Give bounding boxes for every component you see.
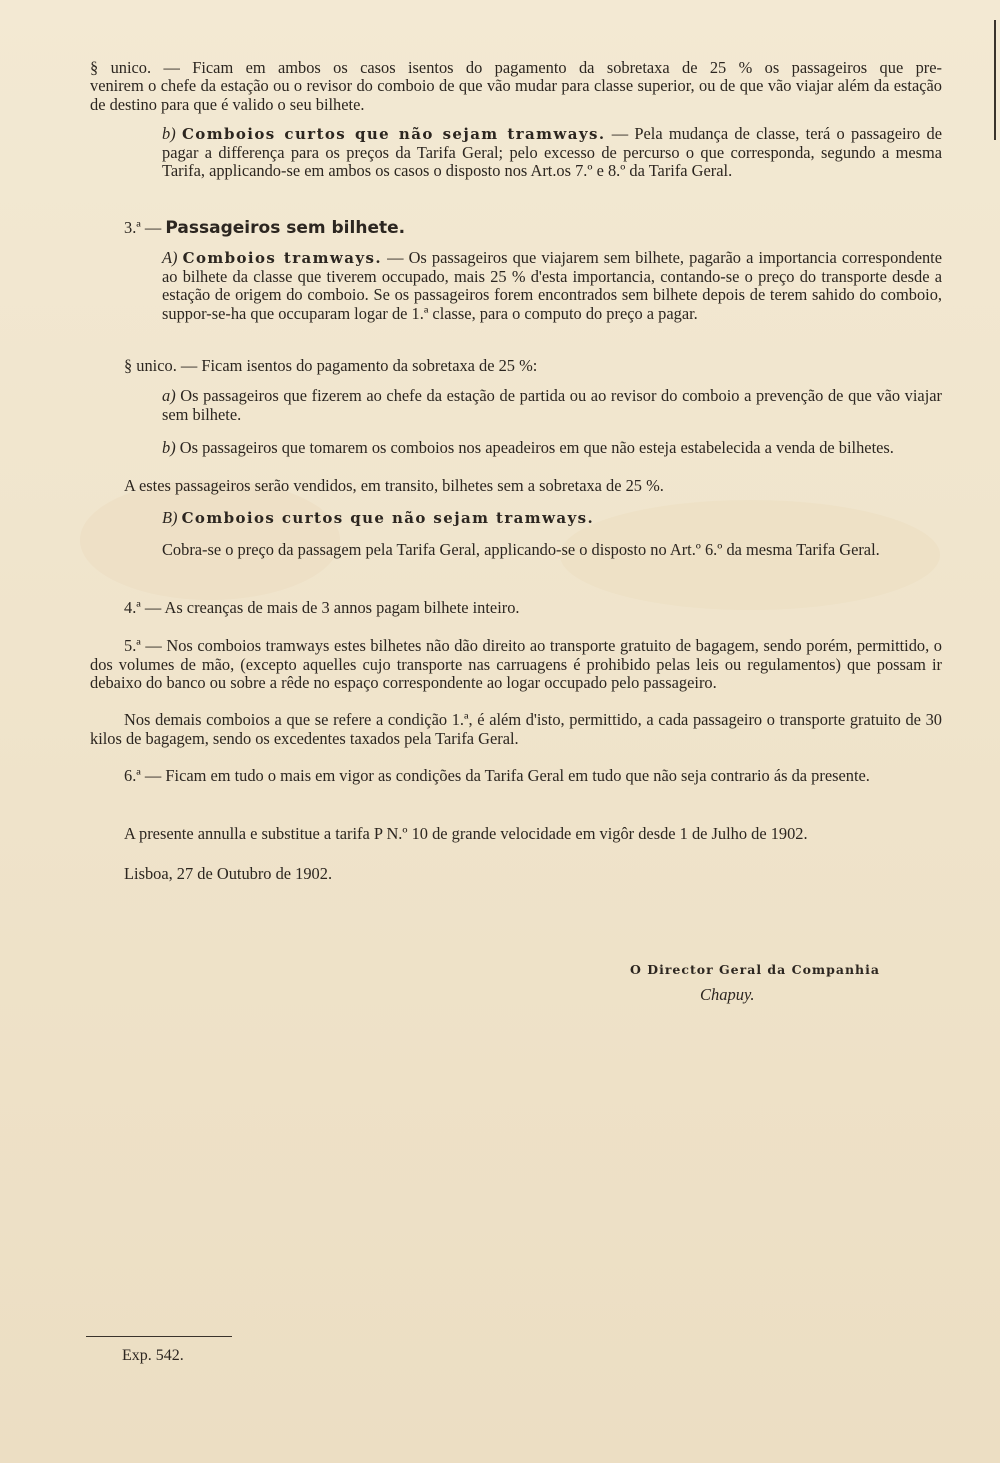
paragraph-A [162, 249, 942, 323]
paragraph-text: — Os passageiros que viajarem sem bilhete, pagarão a importancia correspondente ao bilhete da classe que tiverem occupado, mais 25 % d'esta importancia, contando-se o preço do transporte desde a estação de origem do comboio. Se os passageiros forem encontrados sem bilhete depois de terem sahido do comboio, suppor-se-ha que occuparam logar de 1.ª classe, para o computo do preço a pagar. [162, 248, 942, 323]
section-heading: Comboios curtos que não sejam tramways. [181, 125, 606, 143]
signature-name: Chapuy. [700, 985, 755, 1004]
footer-reference: Exp. 542. [122, 1347, 184, 1364]
paragraph-b2 [162, 439, 942, 458]
paragraph-text: — Pela mudança de classe, terá o passageiro de pagar a differença para os preços da Tarifa Geral; pelo excesso de percurso o que corresponda, segundo a mesma Tarifa, applicando-se em ambos os casos o disposto nos Art.os 7.º e 8.º da Tarifa Geral. [162, 124, 942, 181]
footer-rule [86, 1336, 232, 1337]
paragraph-sec-5: 5.ª — Nos comboios tramways estes bilhetes não dão direito ao transporte gratuito de bagagem, sendo porém, permittido, o dos volumes de mão, (excepto aquelles cujo transporte nas carruagens é prohibido pelas leis ou regulamentos) que possam ir debaixo do banco ou sobre a rêde no espaço correspondente ao logar occupado pelo passageiro. [90, 636, 942, 693]
item-label: b) [162, 124, 176, 143]
paragraph-a [162, 387, 942, 424]
item-label: A) [162, 248, 178, 267]
signature-title: O Director Geral da Companhia [629, 962, 880, 977]
paragraph-unico-1-first-line: § unico. — Ficam em ambos os casos isentos do pagamento da sobretaxa de 25 % os passageiros que pre- [90, 58, 942, 77]
section-heading: Comboios tramways. [182, 249, 382, 267]
paragraph-sec-6: 6.ª — Ficam em tudo o mais em vigor as condições da Tarifa Geral em tudo que não seja contrario ás da presente. [124, 766, 870, 785]
item-label: b) [162, 438, 176, 457]
paragraph-sec-4: 4.ª — As creanças de mais de 3 annos pagam bilhete inteiro. [124, 598, 520, 617]
paragraph-B: Cobra-se o preço da passagem pela Tarifa Geral, applicando-se o disposto no Art.º 6.º da mesma Tarifa Geral. [162, 540, 880, 559]
date-place: Lisboa, 27 de Outubro de 1902. [124, 864, 333, 883]
item-label: B) [162, 508, 178, 527]
paragraph-annulment: A presente annulla e substitue a tarifa P N.º 10 de grande velocidade em vigôr desde 1 de Julho de 1902. [124, 824, 808, 843]
item-label: a) [162, 386, 176, 405]
paragraph-text: Os passageiros que fizerem ao chefe da estação de partida ou ao revisor do comboio a prevenção de que vão viajar sem bilhete. [162, 386, 942, 424]
paragraph-sec-5-cont: Nos demais comboios a que se refere a condição 1.ª, é além d'isto, permittido, a cada passageiro o transporte gratuito de 30 kilos de bagagem, sendo os excedentes taxados pela Tarifa Geral. [90, 710, 942, 748]
binding-edge [994, 20, 996, 140]
paragraph-b [162, 125, 942, 181]
section-number: 3.ª — [124, 218, 162, 237]
paragraph-unico-2: § unico. — Ficam isentos do pagamento da sobretaxa de 25 %: [124, 356, 538, 375]
paragraph-transit: A estes passageiros serão vendidos, em transito, bilhetes sem a sobretaxa de 25 %. [124, 476, 664, 495]
paragraph-unico-1: venirem o chefe da estação ou o revisor do comboio de que vão mudar para classe superior, ou de que vão viajar além da estação de destino para que é valido o seu bilhete. [90, 76, 942, 114]
section-3-heading [124, 219, 624, 238]
section-title: Passageiros sem bilhete. [165, 218, 406, 238]
paragraph-B-heading [162, 509, 942, 528]
section-heading: Comboios curtos que não sejam tramways. [181, 509, 595, 527]
paragraph-text: Os passageiros que tomarem os comboios nos apeadeiros em que não esteja estabelecida a venda de bilhetes. [179, 438, 894, 457]
